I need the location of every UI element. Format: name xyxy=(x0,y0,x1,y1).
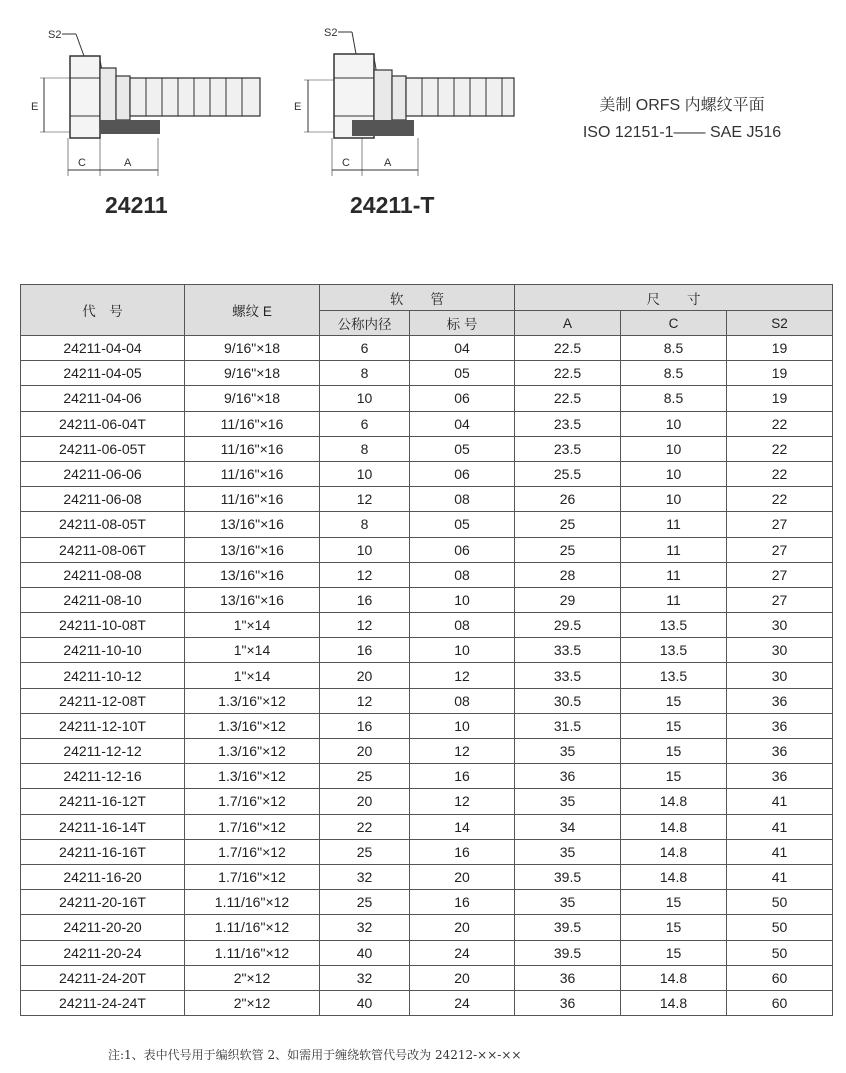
cell-dash-size: 04 xyxy=(410,336,515,361)
cell-nominal-id: 10 xyxy=(320,386,410,411)
table-row xyxy=(21,688,833,713)
part-number-label: 24211 xyxy=(105,192,168,218)
cell-dim-s2: 30 xyxy=(727,613,833,638)
cell-dash-size: 06 xyxy=(410,537,515,562)
cell-dim-c: 14.8 xyxy=(621,789,727,814)
part-number-label: 24211-T xyxy=(350,192,435,218)
cell-dim-s2: 41 xyxy=(727,839,833,864)
cell-dim-s2: 50 xyxy=(727,915,833,940)
cell-dim-c: 14.8 xyxy=(621,864,727,889)
cell-thread: 9/16"×18 xyxy=(185,361,320,386)
cell-dash-size: 12 xyxy=(410,789,515,814)
cell-dim-s2: 41 xyxy=(727,814,833,839)
cell-dim-s2: 22 xyxy=(727,461,833,486)
cell-code: 24211-24-24T xyxy=(21,990,185,1015)
cell-thread: 11/16"×16 xyxy=(185,461,320,486)
cell-dim-a: 33.5 xyxy=(515,638,621,663)
cell-thread: 1.11/16"×12 xyxy=(185,915,320,940)
table-row xyxy=(21,814,833,839)
cell-nominal-id: 12 xyxy=(320,487,410,512)
cell-dim-c: 11 xyxy=(621,562,727,587)
cell-thread: 1.3/16"×12 xyxy=(185,688,320,713)
cell-dim-a: 30.5 xyxy=(515,688,621,713)
cell-dim-c: 13.5 xyxy=(621,638,727,663)
cell-thread: 13/16"×16 xyxy=(185,537,320,562)
cell-dim-c: 15 xyxy=(621,915,727,940)
cell-dim-a: 36 xyxy=(515,990,621,1015)
cell-nominal-id: 16 xyxy=(320,587,410,612)
cell-dim-a: 22.5 xyxy=(515,386,621,411)
cell-code: 24211-08-05T xyxy=(21,512,185,537)
spec-table-body xyxy=(21,336,833,1016)
table-row xyxy=(21,990,833,1015)
cell-dim-c: 8.5 xyxy=(621,361,727,386)
cell-thread: 2"×12 xyxy=(185,965,320,990)
cell-dash-size: 16 xyxy=(410,839,515,864)
cell-dim-a: 23.5 xyxy=(515,411,621,436)
table-row xyxy=(21,336,833,361)
cell-nominal-id: 8 xyxy=(320,436,410,461)
cell-dim-c: 14.8 xyxy=(621,990,727,1015)
cell-dim-a: 34 xyxy=(515,814,621,839)
cell-dim-c: 11 xyxy=(621,587,727,612)
cell-dim-s2: 36 xyxy=(727,739,833,764)
table-row xyxy=(21,839,833,864)
cell-nominal-id: 12 xyxy=(320,613,410,638)
cell-nominal-id: 16 xyxy=(320,713,410,738)
cell-nominal-id: 12 xyxy=(320,688,410,713)
table-row xyxy=(21,411,833,436)
cell-code: 24211-10-10 xyxy=(21,638,185,663)
cell-dim-c: 10 xyxy=(621,461,727,486)
cell-dim-s2: 41 xyxy=(727,789,833,814)
cell-nominal-id: 16 xyxy=(320,638,410,663)
cell-dash-size: 14 xyxy=(410,814,515,839)
cell-dash-size: 08 xyxy=(410,613,515,638)
cell-dim-c: 15 xyxy=(621,890,727,915)
spec-table xyxy=(20,284,833,1016)
cell-dim-c: 11 xyxy=(621,537,727,562)
cell-code: 24211-10-12 xyxy=(21,663,185,688)
header-dim-a: A xyxy=(515,311,621,336)
table-row xyxy=(21,537,833,562)
cell-thread: 1.7/16"×12 xyxy=(185,789,320,814)
cell-code: 24211-06-08 xyxy=(21,487,185,512)
table-row xyxy=(21,789,833,814)
cell-code: 24211-04-06 xyxy=(21,386,185,411)
cell-dash-size: 20 xyxy=(410,915,515,940)
cell-thread: 1.7/16"×12 xyxy=(185,814,320,839)
cell-dim-s2: 36 xyxy=(727,713,833,738)
header-dim-c: C xyxy=(621,311,727,336)
fitting-drawing-24211-t xyxy=(290,20,540,180)
cell-dim-a: 36 xyxy=(515,764,621,789)
cell-dim-a: 22.5 xyxy=(515,361,621,386)
cell-dash-size: 24 xyxy=(410,940,515,965)
cell-nominal-id: 6 xyxy=(320,411,410,436)
cell-nominal-id: 40 xyxy=(320,940,410,965)
table-row xyxy=(21,663,833,688)
cell-dim-a: 31.5 xyxy=(515,713,621,738)
cell-thread: 1.3/16"×12 xyxy=(185,764,320,789)
header-thread: 螺纹 E xyxy=(185,285,320,336)
cell-nominal-id: 20 xyxy=(320,789,410,814)
fitting-drawing-24211 xyxy=(28,20,278,180)
cell-code: 24211-10-08T xyxy=(21,613,185,638)
dim-s2-label: S2 xyxy=(324,27,338,39)
cell-dim-c: 8.5 xyxy=(621,386,727,411)
cell-code: 24211-04-05 xyxy=(21,361,185,386)
cell-dash-size: 16 xyxy=(410,764,515,789)
cell-dim-a: 29.5 xyxy=(515,613,621,638)
cell-dash-size: 05 xyxy=(410,512,515,537)
table-row xyxy=(21,562,833,587)
cell-dim-c: 15 xyxy=(621,940,727,965)
table-row xyxy=(21,915,833,940)
cell-thread: 1"×14 xyxy=(185,613,320,638)
cell-thread: 13/16"×16 xyxy=(185,587,320,612)
cell-dim-s2: 36 xyxy=(727,764,833,789)
cell-nominal-id: 6 xyxy=(320,336,410,361)
cell-dash-size: 06 xyxy=(410,461,515,486)
cell-dim-s2: 36 xyxy=(727,688,833,713)
cell-dash-size: 08 xyxy=(410,562,515,587)
cell-dim-a: 25 xyxy=(515,512,621,537)
cell-dim-s2: 22 xyxy=(727,487,833,512)
cell-nominal-id: 22 xyxy=(320,814,410,839)
cell-code: 24211-12-10T xyxy=(21,713,185,738)
cell-dim-c: 13.5 xyxy=(621,663,727,688)
cell-nominal-id: 32 xyxy=(320,965,410,990)
cell-thread: 1.3/16"×12 xyxy=(185,713,320,738)
cell-code: 24211-12-08T xyxy=(21,688,185,713)
cell-dim-s2: 30 xyxy=(727,638,833,663)
cell-dim-a: 25.5 xyxy=(515,461,621,486)
cell-code: 24211-20-16T xyxy=(21,890,185,915)
cell-dim-s2: 19 xyxy=(727,386,833,411)
header-nominal-id: 公称内径 xyxy=(320,311,410,336)
cell-nominal-id: 20 xyxy=(320,739,410,764)
cell-dim-s2: 27 xyxy=(727,562,833,587)
cell-code: 24211-08-08 xyxy=(21,562,185,587)
cell-dim-c: 15 xyxy=(621,688,727,713)
table-row xyxy=(21,461,833,486)
table-row xyxy=(21,890,833,915)
cell-dim-c: 10 xyxy=(621,436,727,461)
header-code: 代 号 xyxy=(21,285,185,336)
cell-dim-s2: 27 xyxy=(727,587,833,612)
cell-dim-s2: 19 xyxy=(727,361,833,386)
dim-s2-label: S2 xyxy=(48,29,62,41)
cell-code: 24211-06-05T xyxy=(21,436,185,461)
cell-dim-c: 15 xyxy=(621,713,727,738)
table-row xyxy=(21,361,833,386)
dim-c-label: C xyxy=(342,157,350,169)
cell-dim-c: 10 xyxy=(621,487,727,512)
table-row xyxy=(21,386,833,411)
header-dim-s2: S2 xyxy=(727,311,833,336)
table-row xyxy=(21,739,833,764)
cell-dim-s2: 22 xyxy=(727,411,833,436)
cell-dim-s2: 60 xyxy=(727,990,833,1015)
cell-dash-size: 12 xyxy=(410,663,515,688)
cell-code: 24211-04-04 xyxy=(21,336,185,361)
dim-c-label: C xyxy=(78,157,86,169)
cell-dash-size: 10 xyxy=(410,713,515,738)
cell-dash-size: 04 xyxy=(410,411,515,436)
cell-nominal-id: 12 xyxy=(320,562,410,587)
dim-a-label: A xyxy=(384,157,392,169)
table-row xyxy=(21,965,833,990)
cell-dim-c: 8.5 xyxy=(621,336,727,361)
cell-dim-s2: 22 xyxy=(727,436,833,461)
cell-dim-c: 10 xyxy=(621,411,727,436)
table-row xyxy=(21,713,833,738)
cell-nominal-id: 10 xyxy=(320,537,410,562)
cell-code: 24211-08-10 xyxy=(21,587,185,612)
cell-thread: 11/16"×16 xyxy=(185,436,320,461)
cell-dim-s2: 41 xyxy=(727,864,833,889)
cell-dim-s2: 60 xyxy=(727,965,833,990)
cell-dash-size: 05 xyxy=(410,436,515,461)
header-hose: 软 管 xyxy=(320,285,515,311)
table-row xyxy=(21,436,833,461)
cell-dash-size: 05 xyxy=(410,361,515,386)
cell-code: 24211-06-04T xyxy=(21,411,185,436)
cell-dim-s2: 27 xyxy=(727,537,833,562)
cell-nominal-id: 25 xyxy=(320,890,410,915)
cell-nominal-id: 25 xyxy=(320,764,410,789)
cell-dim-c: 15 xyxy=(621,739,727,764)
cell-dash-size: 24 xyxy=(410,990,515,1015)
cell-code: 24211-12-12 xyxy=(21,739,185,764)
cell-nominal-id: 10 xyxy=(320,461,410,486)
cell-thread: 1"×14 xyxy=(185,663,320,688)
cell-dim-c: 13.5 xyxy=(621,613,727,638)
cell-dim-c: 11 xyxy=(621,512,727,537)
cell-dim-a: 35 xyxy=(515,739,621,764)
cell-dim-a: 28 xyxy=(515,562,621,587)
cell-code: 24211-16-14T xyxy=(21,814,185,839)
cell-dim-a: 26 xyxy=(515,487,621,512)
cell-nominal-id: 25 xyxy=(320,839,410,864)
table-row xyxy=(21,764,833,789)
cell-dash-size: 16 xyxy=(410,890,515,915)
cell-thread: 9/16"×18 xyxy=(185,386,320,411)
cell-thread: 1"×14 xyxy=(185,638,320,663)
cell-code: 24211-20-20 xyxy=(21,915,185,940)
cell-dim-a: 36 xyxy=(515,965,621,990)
table-row xyxy=(21,638,833,663)
table-row xyxy=(21,613,833,638)
cell-dim-a: 29 xyxy=(515,587,621,612)
cell-code: 24211-20-24 xyxy=(21,940,185,965)
cell-dim-s2: 30 xyxy=(727,663,833,688)
cell-dim-a: 35 xyxy=(515,890,621,915)
table-row xyxy=(21,587,833,612)
cell-thread: 13/16"×16 xyxy=(185,562,320,587)
cell-thread: 1.3/16"×12 xyxy=(185,739,320,764)
footnote: 注:1、表中代号用于编织软管 2、如需用于缠绕软管代号改为 24212-××-×× xyxy=(108,1048,522,1062)
standard-spec-line: ISO 12151-1—— SAE J516 xyxy=(582,124,782,141)
standard-title xyxy=(562,92,802,146)
cell-dim-s2: 50 xyxy=(727,940,833,965)
cell-dim-s2: 50 xyxy=(727,890,833,915)
dim-a-label: A xyxy=(124,157,132,169)
cell-code: 24211-24-20T xyxy=(21,965,185,990)
table-row xyxy=(21,864,833,889)
cell-nominal-id: 20 xyxy=(320,663,410,688)
cell-dim-a: 22.5 xyxy=(515,336,621,361)
cell-dim-c: 14.8 xyxy=(621,965,727,990)
cell-dash-size: 06 xyxy=(410,386,515,411)
table-row xyxy=(21,940,833,965)
header-dash-size: 标 号 xyxy=(410,311,515,336)
cell-nominal-id: 8 xyxy=(320,512,410,537)
cell-code: 24211-16-20 xyxy=(21,864,185,889)
cell-thread: 11/16"×16 xyxy=(185,487,320,512)
cell-thread: 1.7/16"×12 xyxy=(185,864,320,889)
standard-title-line: 美制 ORFS 内螺纹平面 xyxy=(599,97,765,114)
cell-dim-c: 15 xyxy=(621,764,727,789)
cell-nominal-id: 8 xyxy=(320,361,410,386)
cell-thread: 9/16"×18 xyxy=(185,336,320,361)
cell-dim-a: 39.5 xyxy=(515,915,621,940)
cell-thread: 1.11/16"×12 xyxy=(185,940,320,965)
dim-e-label: E xyxy=(294,101,302,113)
cell-dash-size: 10 xyxy=(410,638,515,663)
cell-dim-c: 14.8 xyxy=(621,814,727,839)
cell-dim-a: 33.5 xyxy=(515,663,621,688)
cell-dim-a: 39.5 xyxy=(515,864,621,889)
cell-code: 24211-06-06 xyxy=(21,461,185,486)
cell-dim-a: 39.5 xyxy=(515,940,621,965)
cell-dash-size: 12 xyxy=(410,739,515,764)
cell-dim-a: 23.5 xyxy=(515,436,621,461)
cell-dim-c: 14.8 xyxy=(621,839,727,864)
cell-dash-size: 20 xyxy=(410,965,515,990)
cell-dash-size: 20 xyxy=(410,864,515,889)
cell-code: 24211-16-16T xyxy=(21,839,185,864)
cell-dim-a: 35 xyxy=(515,789,621,814)
cell-nominal-id: 32 xyxy=(320,915,410,940)
table-row xyxy=(21,487,833,512)
cell-thread: 1.11/16"×12 xyxy=(185,890,320,915)
cell-thread: 1.7/16"×12 xyxy=(185,839,320,864)
cell-dim-s2: 19 xyxy=(727,336,833,361)
cell-dash-size: 10 xyxy=(410,587,515,612)
cell-dim-a: 25 xyxy=(515,537,621,562)
cell-dim-s2: 27 xyxy=(727,512,833,537)
cell-code: 24211-16-12T xyxy=(21,789,185,814)
cell-nominal-id: 40 xyxy=(320,990,410,1015)
cell-thread: 11/16"×16 xyxy=(185,411,320,436)
cell-dim-a: 35 xyxy=(515,839,621,864)
table-row xyxy=(21,512,833,537)
cell-dash-size: 08 xyxy=(410,487,515,512)
cell-dash-size: 08 xyxy=(410,688,515,713)
cell-thread: 2"×12 xyxy=(185,990,320,1015)
cell-nominal-id: 32 xyxy=(320,864,410,889)
header-dimensions: 尺 寸 xyxy=(515,285,833,311)
cell-code: 24211-12-16 xyxy=(21,764,185,789)
cell-code: 24211-08-06T xyxy=(21,537,185,562)
cell-thread: 13/16"×16 xyxy=(185,512,320,537)
dim-e-label: E xyxy=(31,101,39,113)
